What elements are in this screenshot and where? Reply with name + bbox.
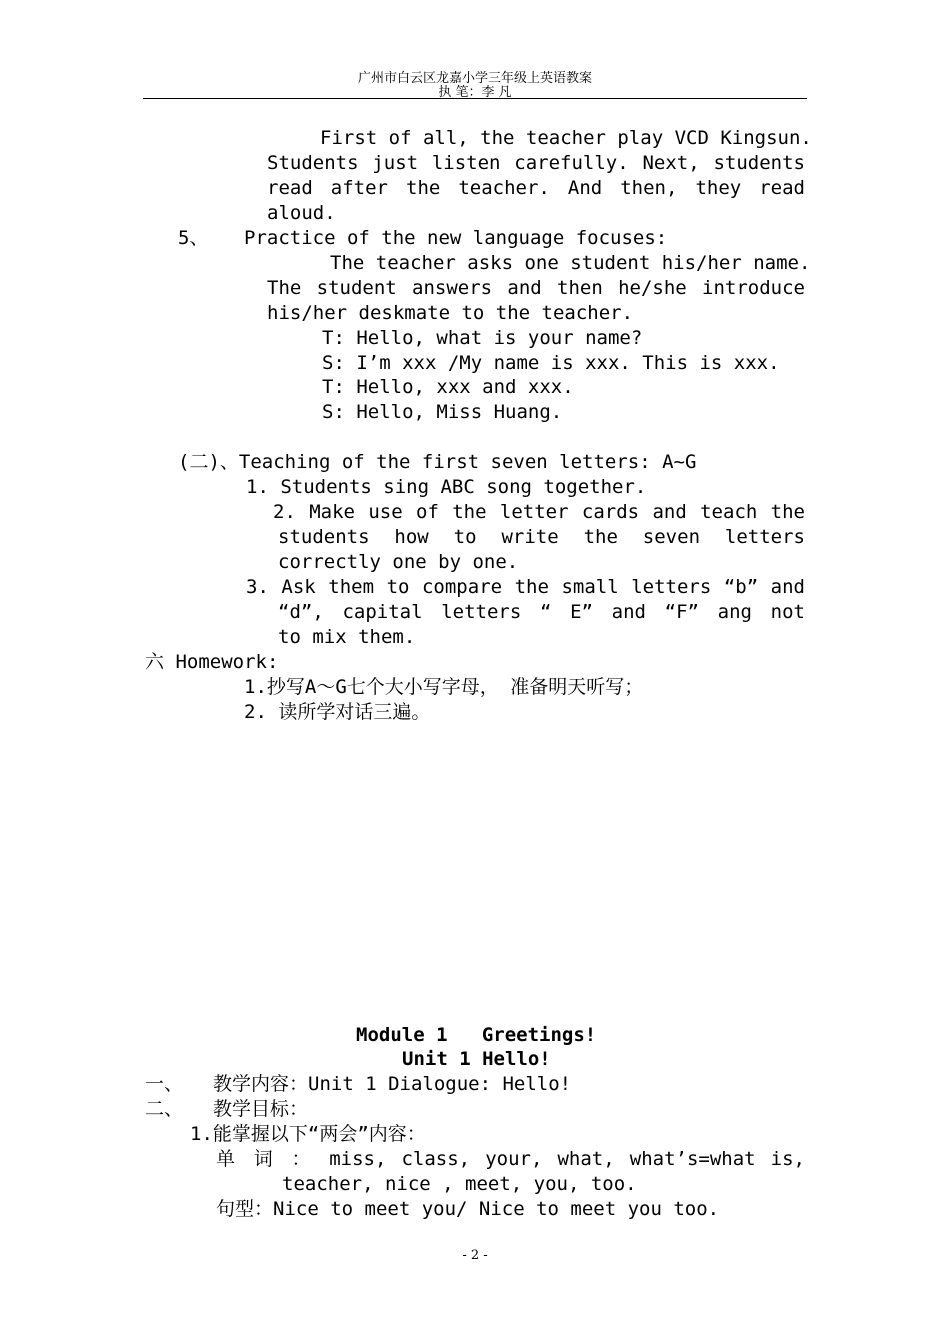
section-heading: 六 Homework:	[145, 651, 279, 673]
dialogue-line: S: I’m xxx /My name is xxx. This is xxx.	[322, 352, 780, 374]
text-line: 3. Ask them to compare the small letters “b” and	[246, 576, 805, 598]
text-line: 1.能掌握以下“两会”内容：	[190, 1123, 426, 1145]
text-line: his/her deskmate to the teacher.	[267, 302, 634, 324]
header-rule	[143, 98, 807, 99]
text-line: The student answers and then he/she introduce	[267, 277, 805, 299]
text-line: 2. Make use of the letter cards and teach the	[273, 501, 805, 523]
header-author: 执 笔：李 凡	[438, 85, 512, 100]
section-heading: (二)、Teaching of the first seven letters: A~G	[178, 451, 697, 473]
text-line: 单 词 ： miss, class, your, what, what’s=what is,	[216, 1148, 805, 1170]
text-line: to mix them.	[278, 626, 416, 648]
text-line: 1. Students sing ABC song together.	[246, 476, 647, 498]
list-number: 一、	[145, 1073, 184, 1095]
header-school-title: 广州市白云区龙嘉小学三年级上英语教案	[357, 71, 592, 86]
text-line: correctly one by one.	[278, 551, 519, 573]
dialogue-line: T: Hello, xxx and xxx.	[322, 376, 574, 398]
text-line: 教学内容：Unit 1 Dialogue: Hello!	[213, 1073, 572, 1095]
text-line: teacher, nice , meet, you, too.	[282, 1173, 637, 1195]
text-line: First of all, the teacher play VCD Kingsun.	[320, 127, 812, 149]
text-line: students how to write the seven letters	[278, 526, 805, 548]
text-line: “d”, capital letters “ E” and “F” ang not	[278, 601, 805, 623]
text-line: 1.抄写A～G七个大小写字母， 准备明天听写；	[244, 676, 644, 698]
page-number: - 2 -	[462, 1248, 488, 1263]
dialogue-line: S: Hello, Miss Huang.	[322, 401, 563, 423]
text-line: aloud.	[267, 202, 336, 224]
text-line: Practice of the new language focuses:	[244, 227, 668, 249]
text-line: read after the teacher. And then, they read	[267, 177, 805, 199]
text-line: The teacher asks one student his/her name.	[330, 252, 811, 274]
unit-title: Unit 1 Hello!	[402, 1048, 551, 1070]
dialogue-line: T: Hello, what is your name?	[322, 327, 643, 349]
text-line: 2. 读所学对话三遍。	[244, 701, 431, 723]
list-number: 5、	[178, 227, 209, 249]
text-line: 句型：Nice to meet you/ Nice to meet you too.	[216, 1198, 720, 1220]
list-number: 二、	[145, 1098, 184, 1120]
text-line: 教学目标：	[213, 1098, 309, 1120]
text-line: Students just listen carefully. Next, students	[267, 152, 805, 174]
module-title: Module 1 Greetings!	[356, 1024, 597, 1046]
